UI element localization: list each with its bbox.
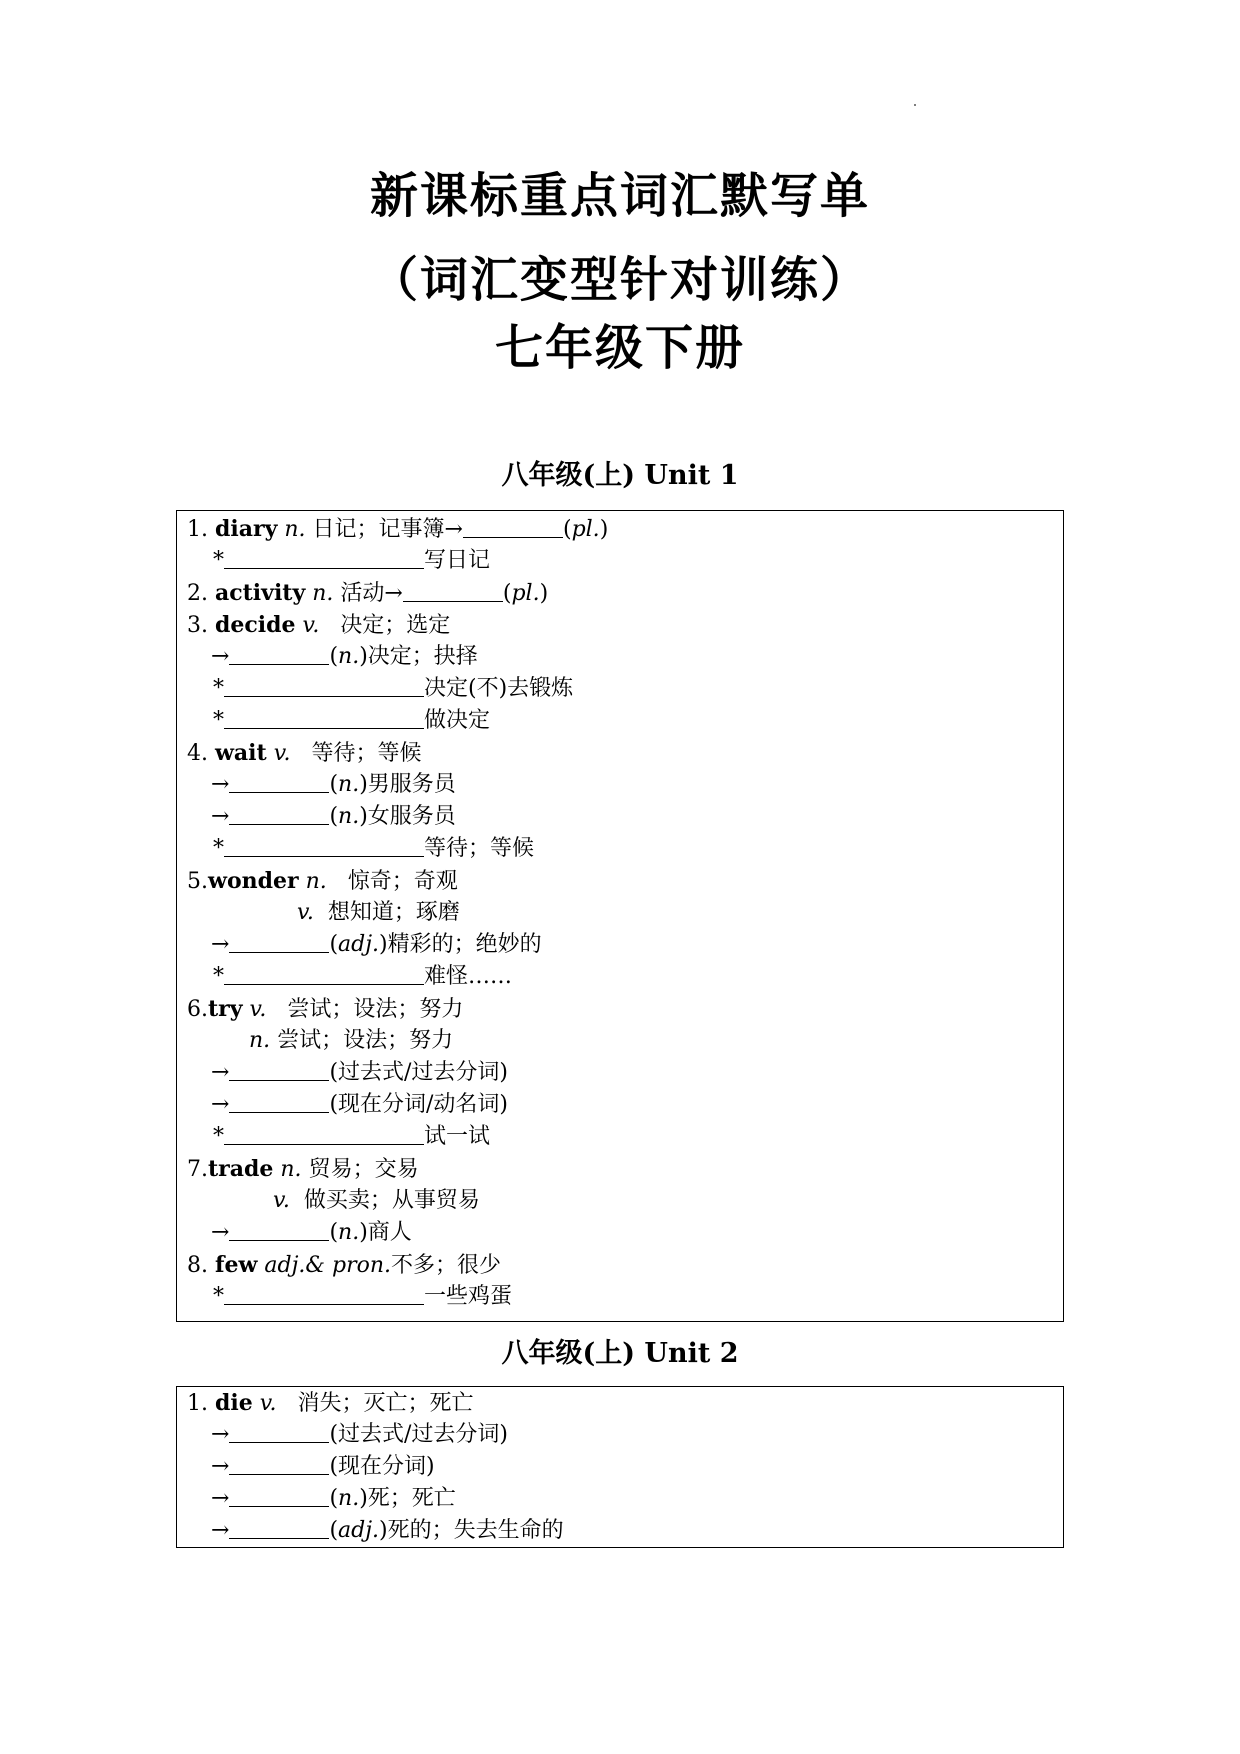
vocab-line (213, 673, 573, 705)
answer-blank[interactable] (229, 1516, 329, 1539)
arrow-marker: → (211, 644, 230, 669)
part-of-speech: v. (302, 613, 320, 638)
answer-blank[interactable] (224, 546, 424, 569)
star-marker: * (213, 836, 224, 861)
arrow-marker: → (211, 1092, 230, 1117)
main-title: 新课标重点词汇默写单 (369, 168, 870, 224)
form-hint: n. (338, 1220, 360, 1245)
meaning: 不多；很少 (391, 1253, 502, 1278)
vocab-line (213, 961, 512, 993)
form-hint: adj. (338, 932, 380, 957)
answer-blank[interactable] (224, 1282, 424, 1305)
vocab-line (187, 609, 450, 641)
vocab-line: → (n.)决定；抉择 (211, 644, 478, 669)
headword: few (214, 1252, 258, 1278)
star-marker: * (213, 964, 224, 989)
item-number: 8. (187, 1253, 215, 1278)
form-hint: n. (338, 804, 360, 829)
headword: wonder (208, 868, 299, 894)
meaning: 死；死亡 (367, 1486, 456, 1511)
part-of-speech: n. (312, 581, 334, 606)
star-marker: * (213, 1124, 224, 1149)
form-hint: (现在分词) (329, 1454, 435, 1479)
meaning: 精彩的；绝妙的 (387, 932, 542, 957)
arrow-marker: → (211, 1060, 230, 1085)
arrow-marker: → (211, 1518, 230, 1543)
form-hint: pl. (511, 581, 540, 606)
answer-blank[interactable] (229, 1058, 329, 1081)
vocab-line (213, 705, 490, 737)
meaning: 难怪…… (424, 964, 513, 989)
item-number: 1. (187, 517, 215, 542)
meaning: 尝试；设法；努力 (277, 1028, 454, 1053)
answer-blank[interactable] (224, 674, 424, 697)
meaning: 男服务员 (367, 772, 456, 797)
vocab-line (213, 1281, 512, 1313)
arrow-marker: → (211, 804, 230, 829)
form-hint: pl. (571, 517, 600, 542)
unit1-vocab-box (176, 510, 1064, 1322)
part-of-speech: v. (249, 997, 267, 1022)
form-hint: (过去式/过去分词) (329, 1060, 509, 1085)
part-of-speech: n. (249, 1028, 271, 1053)
form-hint: adj. (338, 1518, 380, 1543)
form-hint: n. (338, 644, 360, 669)
vocab-line (297, 897, 460, 929)
part-of-speech: n. (305, 869, 327, 894)
part-of-speech: v. (273, 741, 291, 766)
meaning: 想知道；琢磨 (327, 900, 460, 925)
item-number: 1. (187, 1391, 215, 1416)
meaning: 等待；等候 (424, 836, 535, 861)
vocab-line (273, 1185, 480, 1217)
vocab-line: → (n.)商人 (211, 1220, 412, 1245)
meaning: 商人 (367, 1220, 412, 1245)
answer-blank[interactable] (229, 770, 329, 793)
headword: trade (208, 1156, 274, 1182)
meaning: 消失；灭亡；死亡 (297, 1391, 474, 1416)
vocab-line: → (adj.)精彩的；绝妙的 (211, 932, 542, 957)
answer-blank[interactable] (229, 1484, 329, 1507)
section-heading-unit1: 八年级(上) Unit 1 (501, 460, 739, 491)
part-of-speech: n. (280, 1157, 302, 1182)
star-marker: * (213, 676, 224, 701)
meaning: 决定；选定 (340, 613, 451, 638)
form-hint: (过去式/过去分词) (329, 1422, 509, 1447)
meaning: 写日记 (424, 548, 491, 573)
answer-blank[interactable] (229, 1218, 329, 1241)
vocab-line (211, 1089, 508, 1121)
arrow-marker: → (211, 1454, 230, 1479)
vocab-line (213, 833, 534, 865)
section-heading-unit2: 八年级(上) Unit 2 (501, 1338, 739, 1369)
meaning: 一些鸡蛋 (424, 1284, 513, 1309)
vocab-line: 2. activity n. 活动→ (pl.) (187, 580, 549, 606)
meaning: 尝试；设法；努力 (287, 997, 464, 1022)
answer-blank[interactable] (224, 834, 424, 857)
arrow-marker: → (211, 1486, 230, 1511)
item-number: 5. (187, 869, 208, 894)
star-marker: * (213, 548, 224, 573)
form-hint: (现在分词/动名词) (329, 1092, 509, 1117)
answer-blank[interactable] (229, 930, 329, 953)
answer-blank[interactable] (403, 579, 503, 602)
vocab-line: → (n.)死；死亡 (211, 1486, 456, 1511)
grade-title: 七年级下册 (494, 320, 745, 376)
vocab-line (213, 1121, 490, 1153)
vocab-line: 1. diary n. 日记；记事簿→ (pl.) (187, 516, 609, 542)
arrow-marker: → (211, 1220, 230, 1245)
meaning: 试一试 (424, 1124, 491, 1149)
part-of-speech: adj.& pron. (264, 1253, 391, 1278)
vocab-line (211, 1451, 435, 1483)
headword: die (214, 1390, 253, 1416)
meaning: 贸易；交易 (308, 1157, 419, 1182)
meaning: 活动→ (333, 581, 403, 606)
vocab-line: → (n.)男服务员 (211, 772, 456, 797)
vocab-line: → (n.)女服务员 (211, 804, 456, 829)
part-of-speech: v. (259, 1391, 277, 1416)
item-number: 3. (187, 613, 215, 638)
meaning: 等待；等候 (311, 741, 422, 766)
vocab-line (187, 737, 422, 769)
part-of-speech: n. (284, 517, 306, 542)
answer-blank[interactable] (229, 1090, 329, 1113)
item-number: 6. (187, 997, 208, 1022)
part-of-speech: v. (297, 900, 314, 925)
vocab-line (187, 993, 463, 1025)
headword: decide (214, 612, 296, 638)
answer-blank[interactable] (224, 1122, 424, 1145)
meaning: 日记；记事簿→ (305, 517, 463, 542)
vocab-line (187, 1249, 501, 1281)
meaning: 女服务员 (367, 804, 456, 829)
arrow-marker: → (211, 1422, 230, 1447)
meaning: 做买卖；从事贸易 (303, 1188, 480, 1213)
answer-blank[interactable] (229, 802, 329, 825)
item-number: 2. (187, 581, 215, 606)
answer-blank[interactable] (224, 962, 424, 985)
vocab-line (187, 1153, 419, 1185)
answer-blank[interactable] (224, 706, 424, 729)
vocab-line (211, 1419, 508, 1451)
headword: try (208, 996, 243, 1022)
star-marker: * (213, 1284, 224, 1309)
part-of-speech: v. (273, 1188, 290, 1213)
form-hint: n. (338, 772, 360, 797)
meaning: 惊奇；奇观 (347, 869, 458, 894)
vocab-line: → (adj.)死的；失去生命的 (211, 1518, 564, 1543)
vocab-line (187, 1387, 474, 1419)
item-number: 4. (187, 741, 215, 766)
item-number: 7. (187, 1157, 208, 1182)
page-dot (914, 104, 916, 106)
answer-blank[interactable] (463, 515, 563, 538)
vocab-line (211, 1057, 508, 1089)
answer-blank[interactable] (229, 642, 329, 665)
subtitle: （词汇变型针对训练） (369, 252, 870, 308)
arrow-marker: → (211, 772, 230, 797)
form-hint: n. (338, 1486, 360, 1511)
headword: activity (214, 580, 306, 606)
answer-blank[interactable] (229, 1452, 329, 1475)
star-marker: * (213, 708, 224, 733)
vocab-line (187, 865, 458, 897)
vocab-line (249, 1025, 453, 1057)
meaning: 决定；抉择 (367, 644, 478, 669)
headword: wait (214, 740, 267, 766)
headword: diary (214, 516, 278, 542)
meaning: 死的；失去生命的 (387, 1518, 564, 1543)
arrow-marker: → (211, 932, 230, 957)
answer-blank[interactable] (229, 1420, 329, 1443)
unit2-vocab-box (176, 1386, 1064, 1548)
vocab-line (213, 545, 490, 577)
meaning: 决定(不)去锻炼 (424, 676, 574, 701)
meaning: 做决定 (424, 708, 491, 733)
